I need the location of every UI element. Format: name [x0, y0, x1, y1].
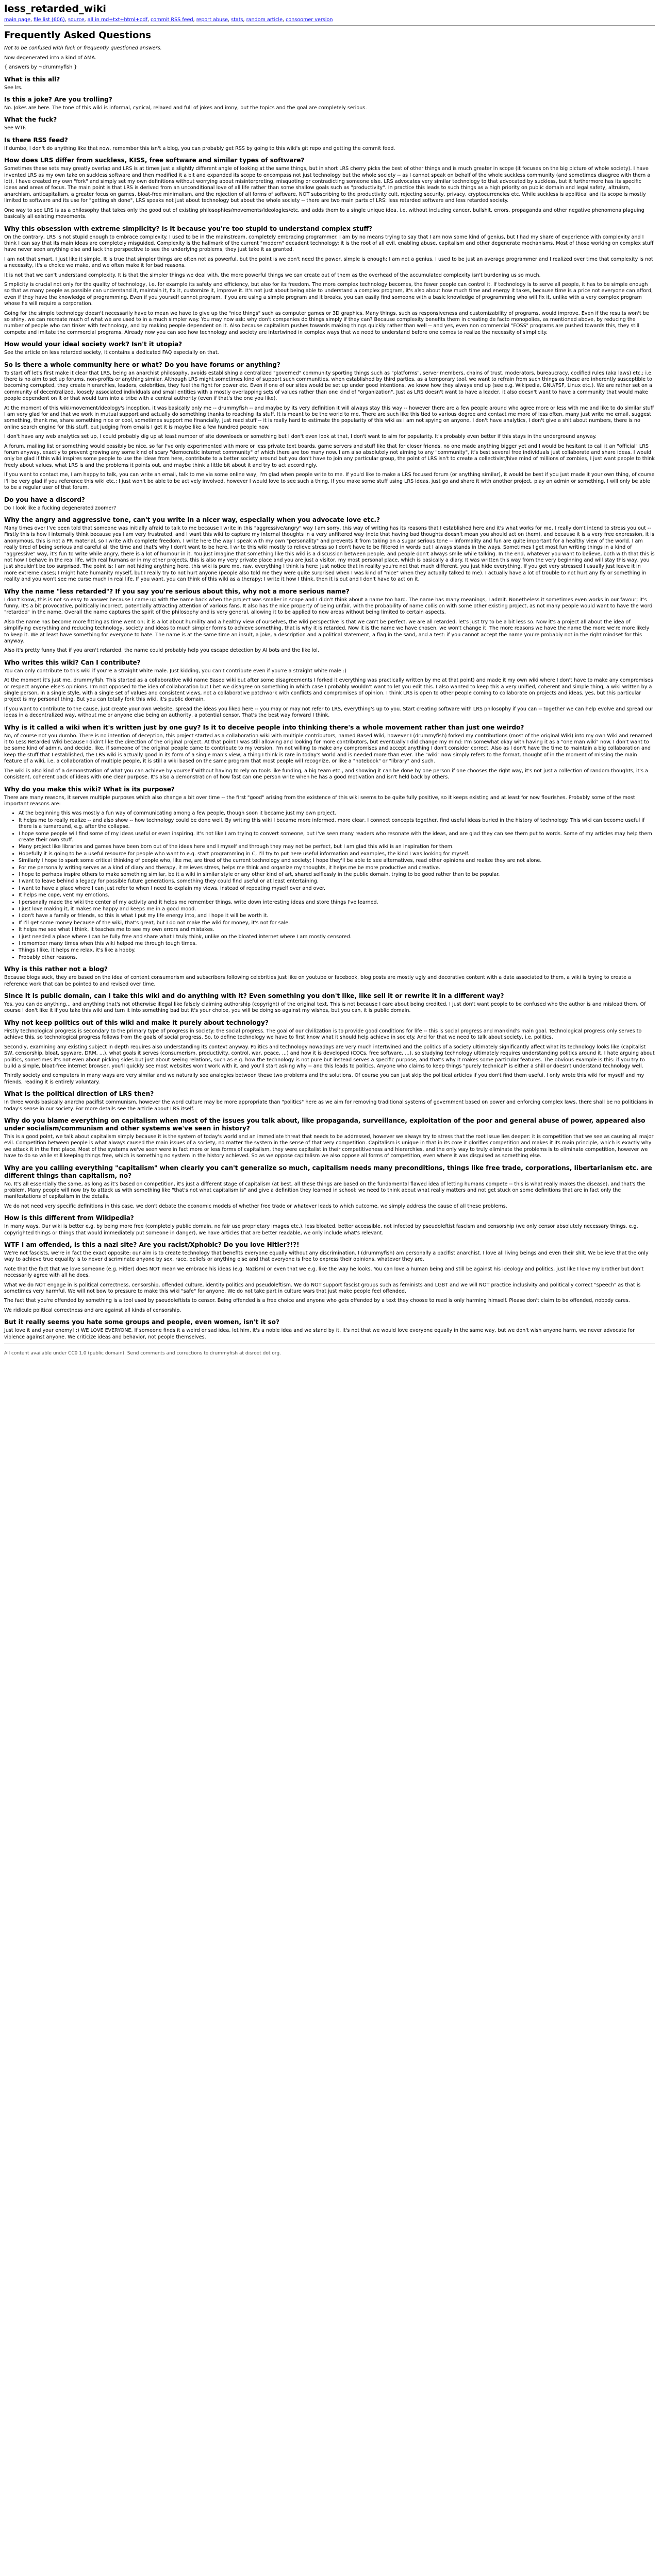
list-item: • Many project like libraries and games have been born out of the ideas here and I myself and through they may not be perfect, but I am glad this wiki is an inspiration for them.	[19, 844, 655, 850]
list-item: • I remember many times when this wiki helped me through tough times.	[19, 941, 655, 947]
list-item: • At the beginning this was mostly a fun way of communicating among a few people, though soon it became just my own project.	[19, 810, 655, 817]
faq-answer-paragraph: The wiki is also kind of a demonstration of what you can achieve by yourself without having to rely on tools like funding, a big team etc., and showing it can be done by one person if one chooses the right way, it's not just a collection of random thoughts, it's a consistent, coherent pack of ideas with one clear purpose. It's also a demonstration of how fast can one person write when he has a good motivation and isn't held back by others.	[4, 768, 648, 781]
nav-link[interactable]: source	[68, 17, 85, 23]
list-item: • If I'll get some money because of the wiki, that's great, but I do not make the wiki for money, it's not for sale.	[19, 920, 655, 926]
list-item: • I want to leave behind a legacy for possible future generations, something they could find useful or at least entertaining.	[19, 878, 655, 885]
faq-answer-paragraph: In many ways. Our wiki is better e.g. by being more free (completely public domain, no fair use proprietary images etc.), less bloated, better accessible, not infected by pseudoleftist fascism and censorship (we only censor absolutely necessary things, e.g. copyrighted things or things that would immediately put someone in danger), we have articles that are better readable, we only include what's relevant.	[4, 1224, 638, 1236]
nav-link[interactable]: commit RSS feed	[151, 17, 193, 23]
list-item: • It helps me cope, vent my emotions.	[19, 892, 655, 899]
nav-separator: ,	[84, 17, 88, 23]
faq-answer-paragraph: See WTF.	[4, 125, 27, 131]
nav-link[interactable]: consoomer version	[286, 17, 333, 23]
faq-question: Is this a joke? Are you trolling?	[4, 96, 112, 104]
faq-answer-paragraph: No, of course not you dumbo. There is no intention of deception, this project started as a collaboration wiki with multiple contributors, named Based Wiki, however I (drummyfish) forked my contributions (most of the original Wiki) into my own Wiki and renamed it to Less Retarded Wiki because I didn't like the direction of the original project. At that point I was still allowing and looking for more contributors, but eventually I did change my mind: I'm somewhat okay with having it as a "one man wiki" now. I don't want to be some kind of admin, and decide, like, if someone of the original people came to contribute to my version, I'm not willing to make any compromises and accept anything I don't consider correct. Also as I don't have the time to maintain a big collaboration and keep the stuff that I established, the LRS wiki is actually good in its form of a single man's view, a thing I think is rare in today's world and is needed more than ever. The "wiki" now simply refers to the format, thought of in the moment of missing the main feature of a wiki, i.e. a collaboration of multiple people, it is still a wiki based on the same program that most people will recognize, or like a "notebook" or "library" and such.	[4, 733, 652, 765]
faq-question: Why do you blame everything on capitalism when most of the issues you talk about, like propaganda, surveillance, exploitation of the poor and general abuse of power, appeared also under socialism/communism and other systems we've seen in history?	[4, 1116, 646, 1132]
list-item: • I just love making it, it makes me happy and keeps me in a good mood.	[19, 906, 655, 912]
faq-answer-paragraph: I don't have any web analytics set up, I could probably dig up at least number of site downloads or something but I don't even look at that, I don't want to aim for popularity. It's probably even better if this stays in the underground anyway.	[4, 434, 597, 440]
faq-answer-paragraph: Going for the simple technology doesn't necessarily have to mean we have to give up the "nice things" such as computer games or 3D graphics. Many things, such as responsiveness and customizability of programs, would improve. Even if the results won't be so shiny, we can recreate much of what we are used to in a much simpler way. You may now ask: why don't companies do things simply if they can? Because complexity benefits them in creating de facto monopolies, as mentioned above, by reducing the number of people who can tinker with technology, and by making people dependent on it. Also because capitalism pushes towards making things quickly rather than well -- and yes, even non commercial "FOSS" programs are pushed towards this, they still compete and imitate the commercial programs. Already now you can see how technology and society are intertwined in complex ways that we need to understand before one comes to realize the necessity of simplicity.	[4, 310, 649, 335]
nav-separator: ,	[30, 17, 34, 23]
nav-separator: ,	[193, 17, 196, 23]
faq-answer-paragraph: Do I look like a fucking degenerated zoomer?	[4, 505, 117, 511]
list-item: • I personally made the wiki the center of my activity and it helps me remember things, write down interesting ideas and store things I've learned.	[19, 900, 655, 906]
faq-answer-list	[4, 810, 655, 961]
list-item: • It helps me to really realize -- and also show -- how technology could be done well. By writing this wiki I became more informed, more clear, I connect concepts together, find useful ideas buried in the history of technology. This wiki can become useful if there is a turnaround, e.g. after the collapse.	[19, 818, 655, 831]
faq-answer-paragraph: You can only contribute to this wiki if you're a straight white male. Just kidding, you can't contribute even if you're a straight white male :)	[4, 668, 346, 674]
faq-answer-paragraph: Simplicity is crucial not only for the quality of technology, i.e. for example its safety and efficiency, but also for its freedom. The more complex technology becomes, the fewer people can control it. If technology is to serve all people, it has to be simple enough so that as many people as possible can understand it, maintain it, fix it, customize it, improve it. It's not just about being able to understand a complex program, it's also about how much time and energy it takes, because time is a price not everyone can afford, even if they have the knowledge of programming. Even if you yourself cannot program, if you are using a simple program and it breaks, you can easily find someone with a basic knowledge of programming who will fix it, unlike with a very complex program whose fix will require a corporation.	[4, 281, 653, 307]
intro-paragraph: Not to be confused with fuck or frequently questioned answers.	[4, 45, 162, 52]
list-item: • I don't have a family or friends, so this is what I put my life energy into, and I hope it will be worth it.	[19, 913, 655, 919]
faq-question: Why is this rather not a blog?	[4, 965, 108, 973]
nav-separator: ,	[64, 17, 68, 23]
faq-answer-paragraph: We're not fascists, we're in fact the exact opposite: our aim is to create technology that benefits everyone equally without any discrimination. I (drummyfish) am personally a pacifist anarchist. I love all living beings and even their shit. We believe that the only way to achieve true equality is to never discriminate anyone by sex, race, beliefs or anything else and that everyone is free to express their opinions, whatever they are.	[4, 1250, 649, 1263]
faq-list	[4, 76, 655, 1341]
faq-answer-paragraph: At the moment of this wiki/movement/ideology's inception, it was basically only me -- drummyfish -- and maybe by its very definition it will always stay this way -- however there are a few people around who agree more or less with me and like to do similar stuff I am very glad for and that we work in mutual support and actually do something thanks to reaching its stuff. It is meant to be the world to me. There are such like this tied to various degree and contact me more of less often, many just write me email, suggest something, thank me, share something nice or cool, sometimes support me financially, just read stuff -- it is really hard to estimate the popularity of this wiki as I am not spying on anyone, I don't have analytics, I don't give a shit about numbers, there is no online search engine for this stuff, but judging from emails I get it is maybe like a few hundred people now.	[4, 405, 654, 430]
faq-answer-paragraph: In three words basically anarcho pacifist communism, however the word culture may be more appropriate than "politics" here as we aim for removing traditional systems of government based on power and enforcing complex laws, there shall be no politicians in today's sense in our society. For more details see the article about LRS itself.	[4, 1099, 653, 1112]
faq-answer-paragraph: The fact that you're offended by something is a tool used by pseudoleftists to censor. Being offended is a free choice and anyone who gets offended by a text they choose to read is only harming himself. Please don't claim to be offended, nobody cares.	[4, 1298, 630, 1304]
list-item: • I just needed a place where I can be fully free and share what I truly think, unlike on the bloated internet where I am mostly censored.	[19, 934, 655, 940]
nav-link[interactable]: main page	[4, 17, 30, 23]
faq-question: What is the political direction of LRS then?	[4, 1090, 154, 1098]
faq-answer-paragraph: See the article on less retarded society, it contains a dedicated FAQ especially on that.	[4, 350, 219, 356]
faq-answer-paragraph: If dumbo, I don't do anything like that now, remember this isn't a blog, you can probably get RSS by going to this wiki's git repo and getting the commit feed.	[4, 145, 395, 151]
faq-answer-paragraph: Note that the fact that we love someone (e.g. Hitler) does NOT mean we embrace his ideas (e.g. Nazism) or even that we e.g. like the way he looks. You can love a human being and still be against his ideology and politics, just like I love my brother but don't necessarily agree with all he does.	[4, 1266, 644, 1279]
faq-answer-paragraph: Secondly, examining any existing subject in depth requires also understanding its context anyway. Politics and technology nowadays are very much intertwined and the politics of a society ultimately significantly affect what its technology looks like (capitalist SW, censorship, bloat, spyware, DRM, ...), what goals it serves (consumerism, productivity, control, war, peace, ...) and how it is developed (COCs, free software, ...), so studying technology ultimately requires understanding politics around it. I hate arguing about politics, sometimes it's not even about picking sides but just about seeing relations, such as e.g. how the technology is not pure but instead serves a specific purpose, and that's why it makes some particular features. The obvious example is this: if you try to build a simple, bloat-free internet browser, you'll quickly see most websites won't work with it, and you'll start asking why -- and this leads to politics. Anyone who claims to keep things "purely technical" is either a shill or doesn't understand technology well.	[4, 1044, 655, 1069]
faq-answer-paragraph: On the contrary, LRS is not stupid enough to embrace complexity. I used to be in the mainstream, completely embracing programmer. I am by no means trying to say that I am now some kind of genius, but I had my share of experience with complexity and I think I can say that its main ideas are completely misguided. Complexity is the hallmark of the current "modern" decadent technology: it is the root of all evil, enabling abuse, capitalism and other degenerate mechanisms. Most of those working on complex stuff have never seen anything else and lack the perspective to see the underlying problems, they just take it as granted.	[4, 234, 654, 253]
faq-question: How would your ideal society work? Isn't it utopia?	[4, 341, 183, 348]
faq-question: What is this all?	[4, 75, 60, 83]
faq-answer-paragraph: No. It's all essentially the same, as long as it's based on competition, it's just a different stage of capitalism (at best, all these things are based on the fundamental flawed idea of letting humans compete -- this is what really makes the disease), and that's the problem. Many people will now try to attack us with something like "that's not what capitalism is" and give a definition they learned in school; we need to think about what really matters and not get stuck on some definitions that are in fact only the manifestations of capitalism in the details.	[4, 1181, 646, 1200]
faq-answer-paragraph: Yes, you can do anything... and anything that's not otherwise illegal like falsely claiming authorship (copyright) of the original text. This is not because I care about being credited, I just don't want people to be confused who the author is and mislead them. Of course I don't like it if you take this wiki and turn it into something bad but it's your choice, you will be doing so against my wishes, but you can, it is public domain.	[4, 1002, 646, 1014]
faq-answer-paragraph: What we do NOT engage in is political correctness, censorship, offended culture, identity politics and pseudoleftism. We do NOT support fascist groups such as feminists and LGBT and we will NOT practice inclusivity and politically correct "speech" as that is sometimes very harmful. We will not bow to pressure to make this wiki "safe" for anyone. We do not take part in culture wars that just make people feel offended.	[4, 1282, 641, 1295]
faq-question: Is there RSS feed?	[4, 136, 68, 144]
nav-separator: ,	[283, 17, 286, 23]
faq-question: Why is it called a wiki when it's written just by one guy? Is it to deceive people into thinking there's a whole movement rather than just one weirdo?	[4, 723, 524, 731]
faq-question: WTF I am offended, is this a nazi site? Are you racist/Xphobic? Do you love Hitler?!?!	[4, 1241, 300, 1248]
faq-answer-paragraph: Sometimes these sets may greatly overlap and LRS is at times just a slightly different angle of looking at the same things, but in short LRS cherry picks the best of other things and is much greater in scope (it focuses on the big picture of whole society). I have invented LRS as my own take on suckless software and then modified it a bit and expanded its scope to encompass not just technology but the whole society -- as I cannot speak on behalf of the whole suckless community (and sometimes disagree with them a lot), I have created my own "fork" and simply set my own definitions without worrying about misinterpreting, misquoting or contradicting someone else. LRS advocates very similar technology to that advocated by suckless, but it furthermore has its specific ideas and areas of focus. The main point is that LRS is derived from an unconditional love of all life rather than some shallow goals such as "productivity". In practice this leads to such things as a high priority on public domain and legal safety, altruism, anarchism, anticapitalism, a greater focus on games, bloat-free minimalism, and the rejection of all forms of software, NOT subscribing to the productivity cult, rejecting security, privacy, cryptocurrencies etc. While suckless is apolitical and its scope is mostly limited to software and its use for "getting sh done", LRS speaks not just about technology but about the whole society -- there are two main parts of LRS: less retarded software and less retarded society.	[4, 166, 651, 204]
list-item: • I hope some people will find some of my ideas useful or even inspiring. It's not like I am trying to convert someone, but I've seen many readers who resonate with the ideas, and are glad they can see them put to words. Some of my articles may help them create their own stuff.	[19, 831, 655, 844]
intro-paragraph: { answers by ~drummyfish }	[4, 64, 77, 71]
list-item: • I want to have a place where I can just refer to when I need to explain my views, instead of repeating myself over and over.	[19, 886, 655, 892]
faq-question: Who writes this wiki? Can I contribute?	[4, 658, 141, 666]
faq-answer-paragraph: Also it's pretty funny that if you aren't retarded, the name could probably help you escape detection by AI bots and the like lol.	[4, 648, 319, 654]
nav-link[interactable]: random article	[246, 17, 283, 23]
nav-link[interactable]: all in md+txt+html+pdf	[87, 17, 147, 23]
list-item: • For me personally writing serves as a kind of diary and therapy, it relieves stress, helps me think and organize my thoughts, it helps me be more productive and creative.	[19, 865, 655, 871]
faq-question: Why the name "less retarded"? If you say you're serious about this, why not a more serious name?	[4, 587, 350, 595]
intro	[4, 45, 655, 71]
site-title[interactable]: less_retarded_wiki	[4, 3, 106, 14]
list-item: • Probably other reasons.	[19, 955, 655, 961]
faq-question: Why are you calling everything "capitalism" when clearly you can't generalize so much, capitalism needs many preconditions, things like free trade, corporations, libertarianism etc. are different things than capitalism, no?	[4, 1164, 652, 1179]
faq-answer-paragraph: Just love it and your enemy! ;) WE LOVE EVERYONE. If someone finds it a weird or sad idea, let him, it's a noble idea and we stand by it, it's not that we would love everyone equally in the same way, but we don't wish anyone harm, we never advocate for violence against anyone. We criticize ideas and behavior, not people themselves.	[4, 1328, 635, 1340]
footer: All content available under CC0 1.0 (public domain). Send comments and corrections to drummyfish at disroot dot org.	[4, 1351, 281, 1357]
faq-question: Why this obsession with extreme simplicity? Is it because you're too stupid to understand complex stuff?	[4, 225, 373, 232]
faq-answer-paragraph: Also the name has become more fitting as time went on; it is a lot about humility and a healthy view of ourselves, the wiki perspective is that we can't be perfect, we are all retarded, let's just try to be a bit less so. Now it's a project all about the idea of simplifying everything and reducing technology, society and ideas to much simpler forms to achieve something, that is why it is retarded. Now it is the name we have chosen, we won't change it. The more reasons we have the name the more we're more likely to keep it. We at least have something for everyone to hate. The name is at the same time an insult, a joke, a description and a political statement, a flag in the sand, and a test: if you cannot accept the name you're probably not in the right mindset for this anyway.	[4, 619, 650, 644]
list-item: • Things I like, it helps me relax, it's like a hobby.	[19, 947, 655, 954]
nav-link[interactable]: report abuse	[196, 17, 228, 23]
page-title: Frequently Asked Questions	[4, 30, 151, 41]
faq-answer-paragraph: If you want to contribute to the cause, just create your own website, spread the ideas you liked here -- you may or may not refer to LRS, everything's up to you. Start creating software with LRS philosophy if you can -- together we can help evolve and spread our ideas in a decentralized way, without me or anyone else being an authority, a potential censor. That's the best way forward I think.	[4, 706, 653, 719]
faq-answer-paragraph: I don't know, this is not so easy to answer because I came up with the name back when the project was smaller in scope and I didn't think about a name too hard. The name has many meanings, I admit. Nonetheless it sometimes even works in our favour; it's funny, it's a bit provocative, politically incorrect, potentially attracting attention of various fans. It also has the nice property of being unfair, with the probability of name collision with some other existing project, as not many people would want to have the word "retarded" in the name. Overall the name captures the spirit of the philosophy and is very general, allowing it to be applied to new areas without being limited to certain aspects.	[4, 597, 653, 616]
faq-question: Why do you make this wiki? What is its purpose?	[4, 785, 175, 793]
faq-answer-paragraph: No. Jokes are here. The tone of this wiki is informal, cynical, relaxed and full of jokes and irony, but the topics and the goal are completely serious.	[4, 105, 367, 111]
faq-answer-paragraph: To start off let's first make it clear that LRS, being an anarchist philosophy, avoids establishing a centralized "governed" community sporting things such as "platforms", server members, chains of trust, moderators, bureaucracy, codified rules (aka laws) etc.; i.e. there is no aim to set up forums, non-profits or anything similar. Although LRS might sometimes kind of support such communities, when established by third parties, as a temporary tool, we want to refrain from such things as these are inherently susceptible to becoming corrupted, they create hierarchies, leaders, celebrities, they fuel the fight for power etc. Even if one of our sites would be set up under good intentions, we know how they always end up (see e.g. Wikipedia, GNU/FSF, Linux etc.). We are rather set on a community of decentralized, loosely associated individuals and small entities with a mostly overlapping sets of values rather than one kind of "organization". Just as LRS doesn't want to have a leader, it also doesn't want to have a community that would make people dependent on it or that would turn into a tribe with a central authority (even if that's the one you like).	[4, 370, 653, 402]
faq-answer-paragraph: There are many reasons, it serves multiple purposes which also change a bit over time -- the first "good" arising from the existence of this wiki seems to be quite fully positive, so it keeps existing and at least for now flourishes. Probably some of the most important reasons are:	[4, 794, 635, 807]
list-item: • It helps me see what I think, it teaches me to see my own errors and mistakes.	[19, 927, 655, 933]
nav-separator: ,	[243, 17, 246, 23]
nav-separator: ,	[147, 17, 151, 23]
faq-question: Why the angry and aggressive tone, can't you write in a nicer way, especially when you advocate love etc.?	[4, 516, 380, 523]
list-item: • Hopefully it is going to be a useful resource for people who want to e.g. start programming in C, I'll try to put here useful information and examples, the kind I was looking for myself.	[19, 851, 655, 857]
faq-answer-paragraph: We ridicule political correctness and are against all kinds of censorship.	[4, 1307, 181, 1313]
list-item: • Similarly I hope to spark some critical thinking of people who, like me, are tired of the current technology and society; I hope they'll be able to see alternatives, read other opinions and realize they are not alone.	[19, 858, 655, 864]
faq-answer-paragraph: We do not need very specific definitions in this case, we don't debate the economic models of whether free trade or whatever leads to which outcome, we simply address the cause of all these problems.	[4, 1203, 507, 1209]
faq-answer-paragraph: Thirdly society and computers in many ways are very similar and we naturally see analogies between these two problems and the solutions. Of course you can just skip the political articles if you don't find them useful, I only wrote this wiki for myself and my friends, reading it is entirely voluntary.	[4, 1073, 644, 1085]
faq-answer-paragraph: At the moment it's just me, drummyfish. This started as a collaborative wiki name Based wiki but after some disagreements I forked it everything was practically written by me at that point) and made it my own wiki where I don't have to make any compromises or respect anyone else's opinions. I'm not opposed to the idea of collaboration but I bet we disagree on something in which case I probably wouldn't want to let you edit this. I also wanted to keep this a very unified, coherent and simple thing, a wiki written by a single person, in a single style, with a single set of values and consistent views, not a collaborative patchwork with conflicts and compromises of opinion. I think LRS is open to other people coming to collaborate on projects and ideas, yes, but this particular project is my personal thing. But you can totally fork this wiki, it's public domain.	[4, 677, 653, 703]
faq-question: Since it is public domain, can I take this wiki and do anything with it? Even something you don't like, like sell it or rewrite it in a different way?	[4, 992, 504, 1000]
faq-question: Why not keep politics out of this wiki and make it purely about technology?	[4, 1019, 269, 1026]
faq-answer-paragraph: One way to see LRS is as a philosophy that takes only the good out of existing philosophies/movements/ideologies/etc. and adds them to a single unique idea, i.e. without including cancer, bullshit, errors, propaganda and other negative phenomena plaguing basically all existing movements.	[4, 207, 644, 220]
faq-question: How is this different from Wikipedia?	[4, 1214, 134, 1222]
faq-question: How does LRS differ from suckless, KISS, free software and similar types of software?	[4, 157, 305, 164]
faq-answer-paragraph: Because blogs suck, they are based on the idea of content consumerism and subscribers following celebrities just like on youtube or facebook, blog posts are mostly ugly and decorative content with a date associated to them, a wiki is trying to create a reference work that can be pointed to and revised over time.	[4, 975, 631, 987]
intro-paragraph: Now degenerated into a kind of AMA.	[4, 55, 96, 61]
faq-answer-paragraph: Firstly technological progress is secondary to the primary type of progress in society: the social progress. The goal of our civilization is to provide good conditions for life -- this is social progress and mankind's main goal. Technological progress only serves to achieve this, so technological progress follows from the goals of social progress. So, to define technology we have to first know what it should help achieve in society. And for that we need to talk about society, i.e. politics.	[4, 1028, 642, 1041]
faq-answer-paragraph: See lrs.	[4, 84, 23, 91]
nav-link[interactable]: file list (606)	[34, 17, 65, 23]
faq-question: Do you have a discord?	[4, 496, 85, 503]
list-item: • I hope to perhaps inspire others to make something similar, be it a wiki in similar style or any other kind of art, shared selflessly in the public domain, trying to be good rather than to be popular.	[19, 872, 655, 878]
faq-answer-paragraph: It is not that we can't understand complexity. It is that the simpler things we deal with, the more powerful things we can create out of them as the overhead of the accumulated complexity isn't burdening us so much.	[4, 272, 541, 278]
faq-answer-paragraph: If you want to contact me, I am happy to talk, you can write an email, talk to me via some online way, I'm glad when people write to me. If you'd like to make a LRS focused forum (or anything similar), it would be best if you just made it your own thing, of course I'll be very glad if you reference this wiki etc.; I just won't be able to be actively involved, however I would love to see such a thing. If you make some stuff using LRS ideas, just go and share it with another project, play an admin or something, I will only be able to be a regular user of that forum.	[4, 472, 655, 491]
faq-answer-paragraph: I am not that smart, I just like it simple. It is true that simpler things are often not as powerful, but the point is we don't need the power, simple is enough; I am not a genius, I used to be just an average programmer and I realized over time that complexity is not a necessity, it's a choice we make, and we often make it for bad reasons.	[4, 256, 653, 269]
top-navigation	[4, 17, 655, 23]
faq-question: So is there a whole community here or what? Do you have forums or anything?	[4, 361, 280, 368]
nav-separator: ,	[228, 17, 231, 23]
faq-question: But it really seems you hate some groups and people, even women, isn't it so?	[4, 1318, 279, 1326]
nav-link[interactable]: stats	[231, 17, 243, 23]
faq-answer-paragraph: This is a good point, we talk about capitalism simply because it is the system of today's world and an immediate threat that needs to be addressed, however we always try to stress that the root issue lies deeper: it is competition that we see as causing all major evil. Competition between people is what always caused the main issues of a society, no matter the system in the sense of that very competition. Capitalism is unique in that in its core it glorifies competition and makes it its main principle, which is exactly why we attack it in the first place. Most of the systems we've seen were in fact more or less forms of capitalism, they were capitalist in their competitiveness and hierarchies, and the only way to truly eliminate the problems is to eliminate competition, however we have to do so while still keeping things free, which is something no system in the history achieved. So as we oppose capitalism we also oppose all forms of competition, even where it was disguised as something else.	[4, 1133, 654, 1159]
faq-answer-paragraph: A forum, mailing list or something would possibly be nice, so far I've only experimented with more or less private text boards, game servers and stuff like that for closer friends, no one made anything bigger yet and I would be hesitant to call it an "official" LRS forum anyway, exactly to prevent growing any some kind of scary "democratic internet community" of which there are too many now. I am also absolutely not aiming to any "community", it's best several free individuals just collaborate and share ideas. I would only be glad if this wiki inspires some people to use the ideas from here, contribute to a better society around but you don't have to join any particular group, the point of LRS isn't to create a collectivist/hive mind of millions of zombies, I just want people to think freely about values, what LRS is and the problems it points out, and maybe think a little bit about it and try to act accordingly.	[4, 443, 655, 468]
header-divider	[4, 25, 655, 26]
faq-answer-paragraph: Many times over I've been told that someone was initially afraid to talk to me because I write in this "aggressive/angry" way I am sorry, this way of writing has its reasons that I established here and it's what works for me, I really don't intend to stress you out -- Firstly this is how I internally think because yes I am very frustrated, and I want this wiki to capture my internal thoughts in a very unfiltered way (note that having bad thoughts doesn't mean you should act on them), and because it is a very free expression, it is anonymous, this is not a PR material, so I write with complete freedom. I write here the way I speak with my own "personality" and prevents it from taking on a sugar serious tone -- informality and fun are quite important for a healthy view of the world. I am really tired of being serious and careful all the time and that's why I don't want to be here, I write this wiki mostly to relieve stress so I don't have to be filtered in words but I always stands in the ways. Sometimes I get most fun writing things in a kind of "aggressive" way, it's fun to write while angry, there is a lot of humour in it. You just imagine that something like this wiki is a discussion between people, and people don't always smile while talking. In the end, whatever you want to believe, both with that this is not how I behave in the real life, with real humans or in my other projects, this is also my very private place and you are just a visitor, my most personal place, which is basically a diary. It was written this way from the very beginning and will stay this way, you just shouldn't be too surprised. The point is: I am not hiding anything here, this wiki is pure me, raw, everything I think is here; just notice that in reality you're not that much different, you just hide everything. If you get very stressed I usually just leave it in more extreme cases; I might hate humanity myself, but I really try to not hurt anyone (people also told me they were quite surprised when I was kind of "nice" when they actually talked to me). I actually have a lot of trouble to not hurt any fly or something in reality and you won't see me curse much in real life. If you want, you can think of this wiki as a therapy; I write it how I think, then it is out and I don't have to act on it.	[4, 525, 655, 583]
faq-question: What the fuck?	[4, 116, 57, 124]
